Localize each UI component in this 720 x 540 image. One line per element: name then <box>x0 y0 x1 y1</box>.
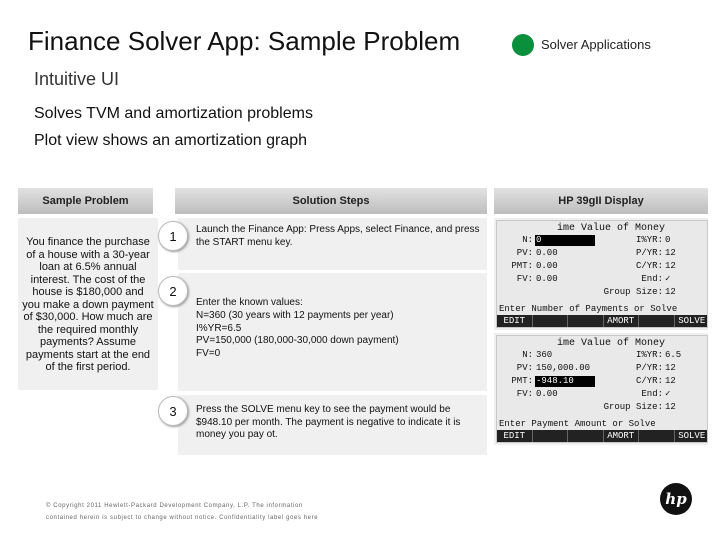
checkbox-end[interactable]: ✓ <box>665 389 671 399</box>
softkey-edit[interactable]: EDIT <box>497 430 533 443</box>
step-value-line: N=360 (30 years with 12 payments per year) <box>196 310 394 321</box>
softkey-menu <box>497 430 708 443</box>
softkey-amort[interactable]: AMORT <box>604 315 640 328</box>
column-header-sample: Sample Problem <box>18 188 153 214</box>
page-title: Finance Solver App: Sample Problem <box>28 26 461 56</box>
step-number-3: 3 <box>158 396 188 426</box>
softkey-amort[interactable]: AMORT <box>604 430 640 443</box>
field-label-pyr: P/YR: <box>635 248 663 258</box>
footer-line: © Copyright 2011 Hewlett-Packard Development Company, L.P. The information <box>46 503 303 509</box>
softkey-blank[interactable] <box>639 430 675 443</box>
softkey-menu <box>497 315 708 328</box>
softkey-blank[interactable] <box>639 315 675 328</box>
column-header-hp-display: HP 39gII Display <box>494 188 708 214</box>
step-text-1: Launch the Finance App: Press Apps, select Finance, and press the START menu key. <box>196 224 480 248</box>
field-value-group-size[interactable]: 12 <box>665 287 676 297</box>
screen-prompt: Enter Payment Amount or Solve <box>499 419 656 429</box>
field-value-iyr[interactable]: 6.5 <box>665 350 682 360</box>
field-value-fv[interactable]: 0.00 <box>536 389 558 399</box>
page-subtitle: Intuitive UI <box>34 69 120 89</box>
field-label-fv: FV: <box>516 389 533 399</box>
field-label-group-size: Group Size: <box>603 402 663 412</box>
softkey-blank[interactable] <box>568 315 604 328</box>
field-label-iyr: I%YR: <box>635 350 663 360</box>
softkey-solve[interactable]: SOLVE <box>678 431 706 441</box>
hp-logo: hp <box>660 483 692 515</box>
field-value-cyr[interactable]: 12 <box>665 376 676 386</box>
field-label-pmt: PMT: <box>511 376 533 386</box>
step-text-2-head: Enter the known values: <box>196 297 303 308</box>
calculator-screen-2 <box>496 335 708 443</box>
softkey-edit[interactable]: EDIT <box>497 315 533 328</box>
field-label-pyr: P/YR: <box>635 363 663 373</box>
step-value-line: I%YR=6.5 <box>196 322 242 334</box>
selected-field-highlight <box>535 235 595 246</box>
field-label-end: End: <box>641 274 663 284</box>
field-label-fv: FV: <box>516 274 533 284</box>
field-value-pyr[interactable]: 12 <box>665 248 676 258</box>
field-label-n: N: <box>522 350 533 360</box>
step-value-line: PV=150,000 (180,000-30,000 down payment) <box>196 335 399 346</box>
field-label-iyr: I%YR: <box>635 235 663 245</box>
field-value-cyr[interactable]: 12 <box>665 261 676 271</box>
bullet-item: Solves TVM and amortization problems <box>34 105 313 122</box>
section-badge-label: Solver Applications <box>541 37 651 52</box>
field-value-pmt[interactable]: -948.10 <box>536 376 574 386</box>
column-header-steps: Solution Steps <box>175 188 487 214</box>
field-label-pmt: PMT: <box>511 261 533 271</box>
sample-problem-text: You finance the purchase of a house with a 30-year loan at 6.5% annual interest. The cost of the house is $180,000 and you make a down payment of $30,000. How much are the required monthly payments? Assume payments start at the end of the first period. <box>22 236 154 373</box>
copyright-footer <box>46 500 346 524</box>
step-number-1: 1 <box>158 221 188 251</box>
field-value-n[interactable]: 0 <box>536 235 542 245</box>
field-value-n[interactable]: 360 <box>536 350 553 360</box>
footer-line: contained herein is subject to change without notice. Confidentiality label goes here <box>46 515 319 521</box>
field-label-cyr: C/YR: <box>635 376 663 386</box>
step-value-line: FV=0 <box>196 347 221 359</box>
softkey-blank[interactable] <box>568 430 604 443</box>
field-value-pmt[interactable]: 0.00 <box>536 261 558 271</box>
checkbox-end[interactable]: ✓ <box>665 274 671 284</box>
softkey-blank[interactable] <box>533 315 569 328</box>
screen-title: ime Value of Money <box>557 223 666 234</box>
screen-prompt: Enter Number of Payments or Solve <box>499 304 678 314</box>
field-label-pv: PV: <box>516 248 533 258</box>
step-number-2: 2 <box>158 276 188 306</box>
step-text-2-values <box>196 310 482 360</box>
field-value-pyr[interactable]: 12 <box>665 363 676 373</box>
field-value-pv[interactable]: 0.00 <box>536 248 558 258</box>
softkey-solve[interactable]: SOLVE <box>678 316 706 326</box>
calculator-screen-1 <box>496 220 708 328</box>
step-text-3: Press the SOLVE menu key to see the payment would be $948.10 per month. The payment is negative to indicate it is money you pay ot. <box>196 404 461 440</box>
screen-title: ime Value of Money <box>557 338 666 349</box>
field-value-fv[interactable]: 0.00 <box>536 274 558 284</box>
field-label-pv: PV: <box>516 363 533 373</box>
field-value-group-size[interactable]: 12 <box>665 402 676 412</box>
section-badge-dot <box>512 34 534 56</box>
field-label-end: End: <box>641 389 663 399</box>
bullet-item: Plot view shows an amortization graph <box>34 132 308 149</box>
softkey-blank[interactable] <box>533 430 569 443</box>
field-label-group-size: Group Size: <box>603 287 663 297</box>
field-value-pv[interactable]: 150,000.00 <box>536 363 591 373</box>
field-label-cyr: C/YR: <box>635 261 663 271</box>
field-label-n: N: <box>522 235 533 245</box>
field-value-iyr[interactable]: 0 <box>665 235 671 245</box>
